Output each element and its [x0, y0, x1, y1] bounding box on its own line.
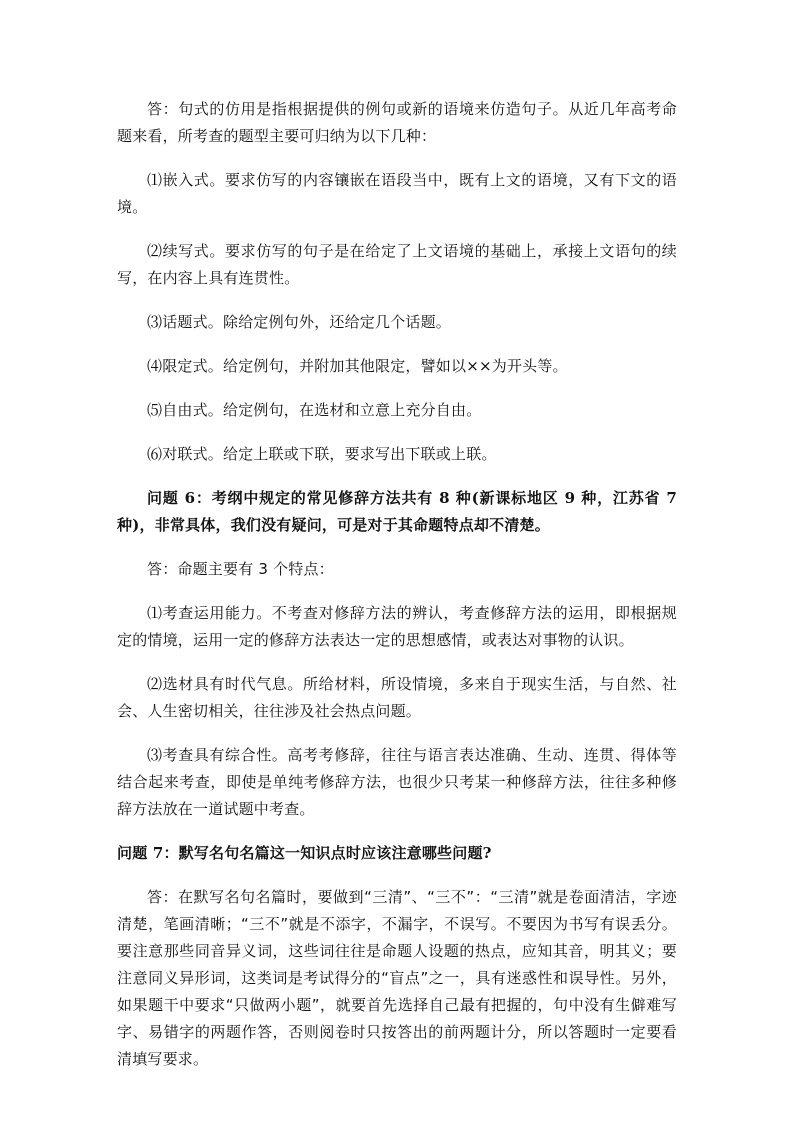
answer-7-paragraph: 答：在默写名句名篇时，要做到“三清”、“三不”：“三清”就是卷面清洁，字迹清楚，笔画清晰；“三不”就是不添字，不漏字，不误写。不要因为书写有误丢分。要注意那些同音异义词，这些词往往是命题人设题的热点，应知其音，明其义；要注意同义异形词，这类词是考试得分的“盲点”之一，具有迷惑性和误导性。另外，如果题干中要求“只做两小题”，就要首先选择自己最有把握的，句中没有生僻难写字、易错字的两题作答，否则阅卷时只按答出的前两题计分，所以答题时一定要看清填写要求。	[117, 888, 677, 1068]
answer-6-point-1: ⑴考查运用能力。不考查对修辞方法的辨认，考查修辞方法的运用，即根据规定的情境，运用一定的修辞方法表达一定的思想感情，或表达对事物的认识。	[117, 604, 677, 649]
answer-6-intro: 答：命题主要有 3 个特点：	[147, 560, 334, 578]
answer-6-point-2: ⑵选材具有时代气息。所给材料，所设情境，多来自于现实生活，与自然、社会、人生密切相关，往往涉及社会热点问题。	[117, 675, 677, 720]
type-item-free: ⑸自由式。给定例句，在选材和立意上充分自由。	[147, 401, 482, 419]
answer-6-point-3: ⑶考查具有综合性。高考考修辞，往往与语言表达准确、生动、连贯、得体等结合起来考查，即使是单纯考修辞方法，也很少只考某一种修辞方法，往往多种修辞方法放在一道试题中考查。	[117, 746, 677, 818]
document-page	[117, 96, 677, 1090]
question-7-heading: 问题 7：默写名句名篇这一知识点时应该注意哪些问题?	[117, 844, 492, 862]
question-6-heading: 问题 6：考纲中规定的常见修辞方法共有 8 种(新课标地区 9 种，江苏省 7 种)，非常具体，我们没有疑问，可是对于其命题特点却不清楚。	[117, 489, 677, 534]
type-item-couplet: ⑹对联式。给定上联或下联，要求写出下联或上联。	[147, 445, 497, 463]
type-item-continuation: ⑵续写式。要求仿写的句子是在给定了上文语境的基础上，承接上文语句的续写，在内容上具有连贯性。	[117, 242, 677, 287]
intro-answer-paragraph: 答：句式的仿用是指根据提供的例句或新的语境来仿造句子。从近几年高考命题来看，所考查的题型主要可归纳为以下几种：	[117, 100, 677, 145]
type-item-restricted: ⑷限定式。给定例句，并附加其他限定，譬如以××为开头等。	[147, 357, 568, 375]
type-item-topic: ⑶话题式。除给定例句外，还给定几个话题。	[147, 313, 452, 331]
type-item-embedded: ⑴嵌入式。要求仿写的内容镶嵌在语段当中，既有上文的语境，又有下文的语境。	[117, 171, 677, 216]
